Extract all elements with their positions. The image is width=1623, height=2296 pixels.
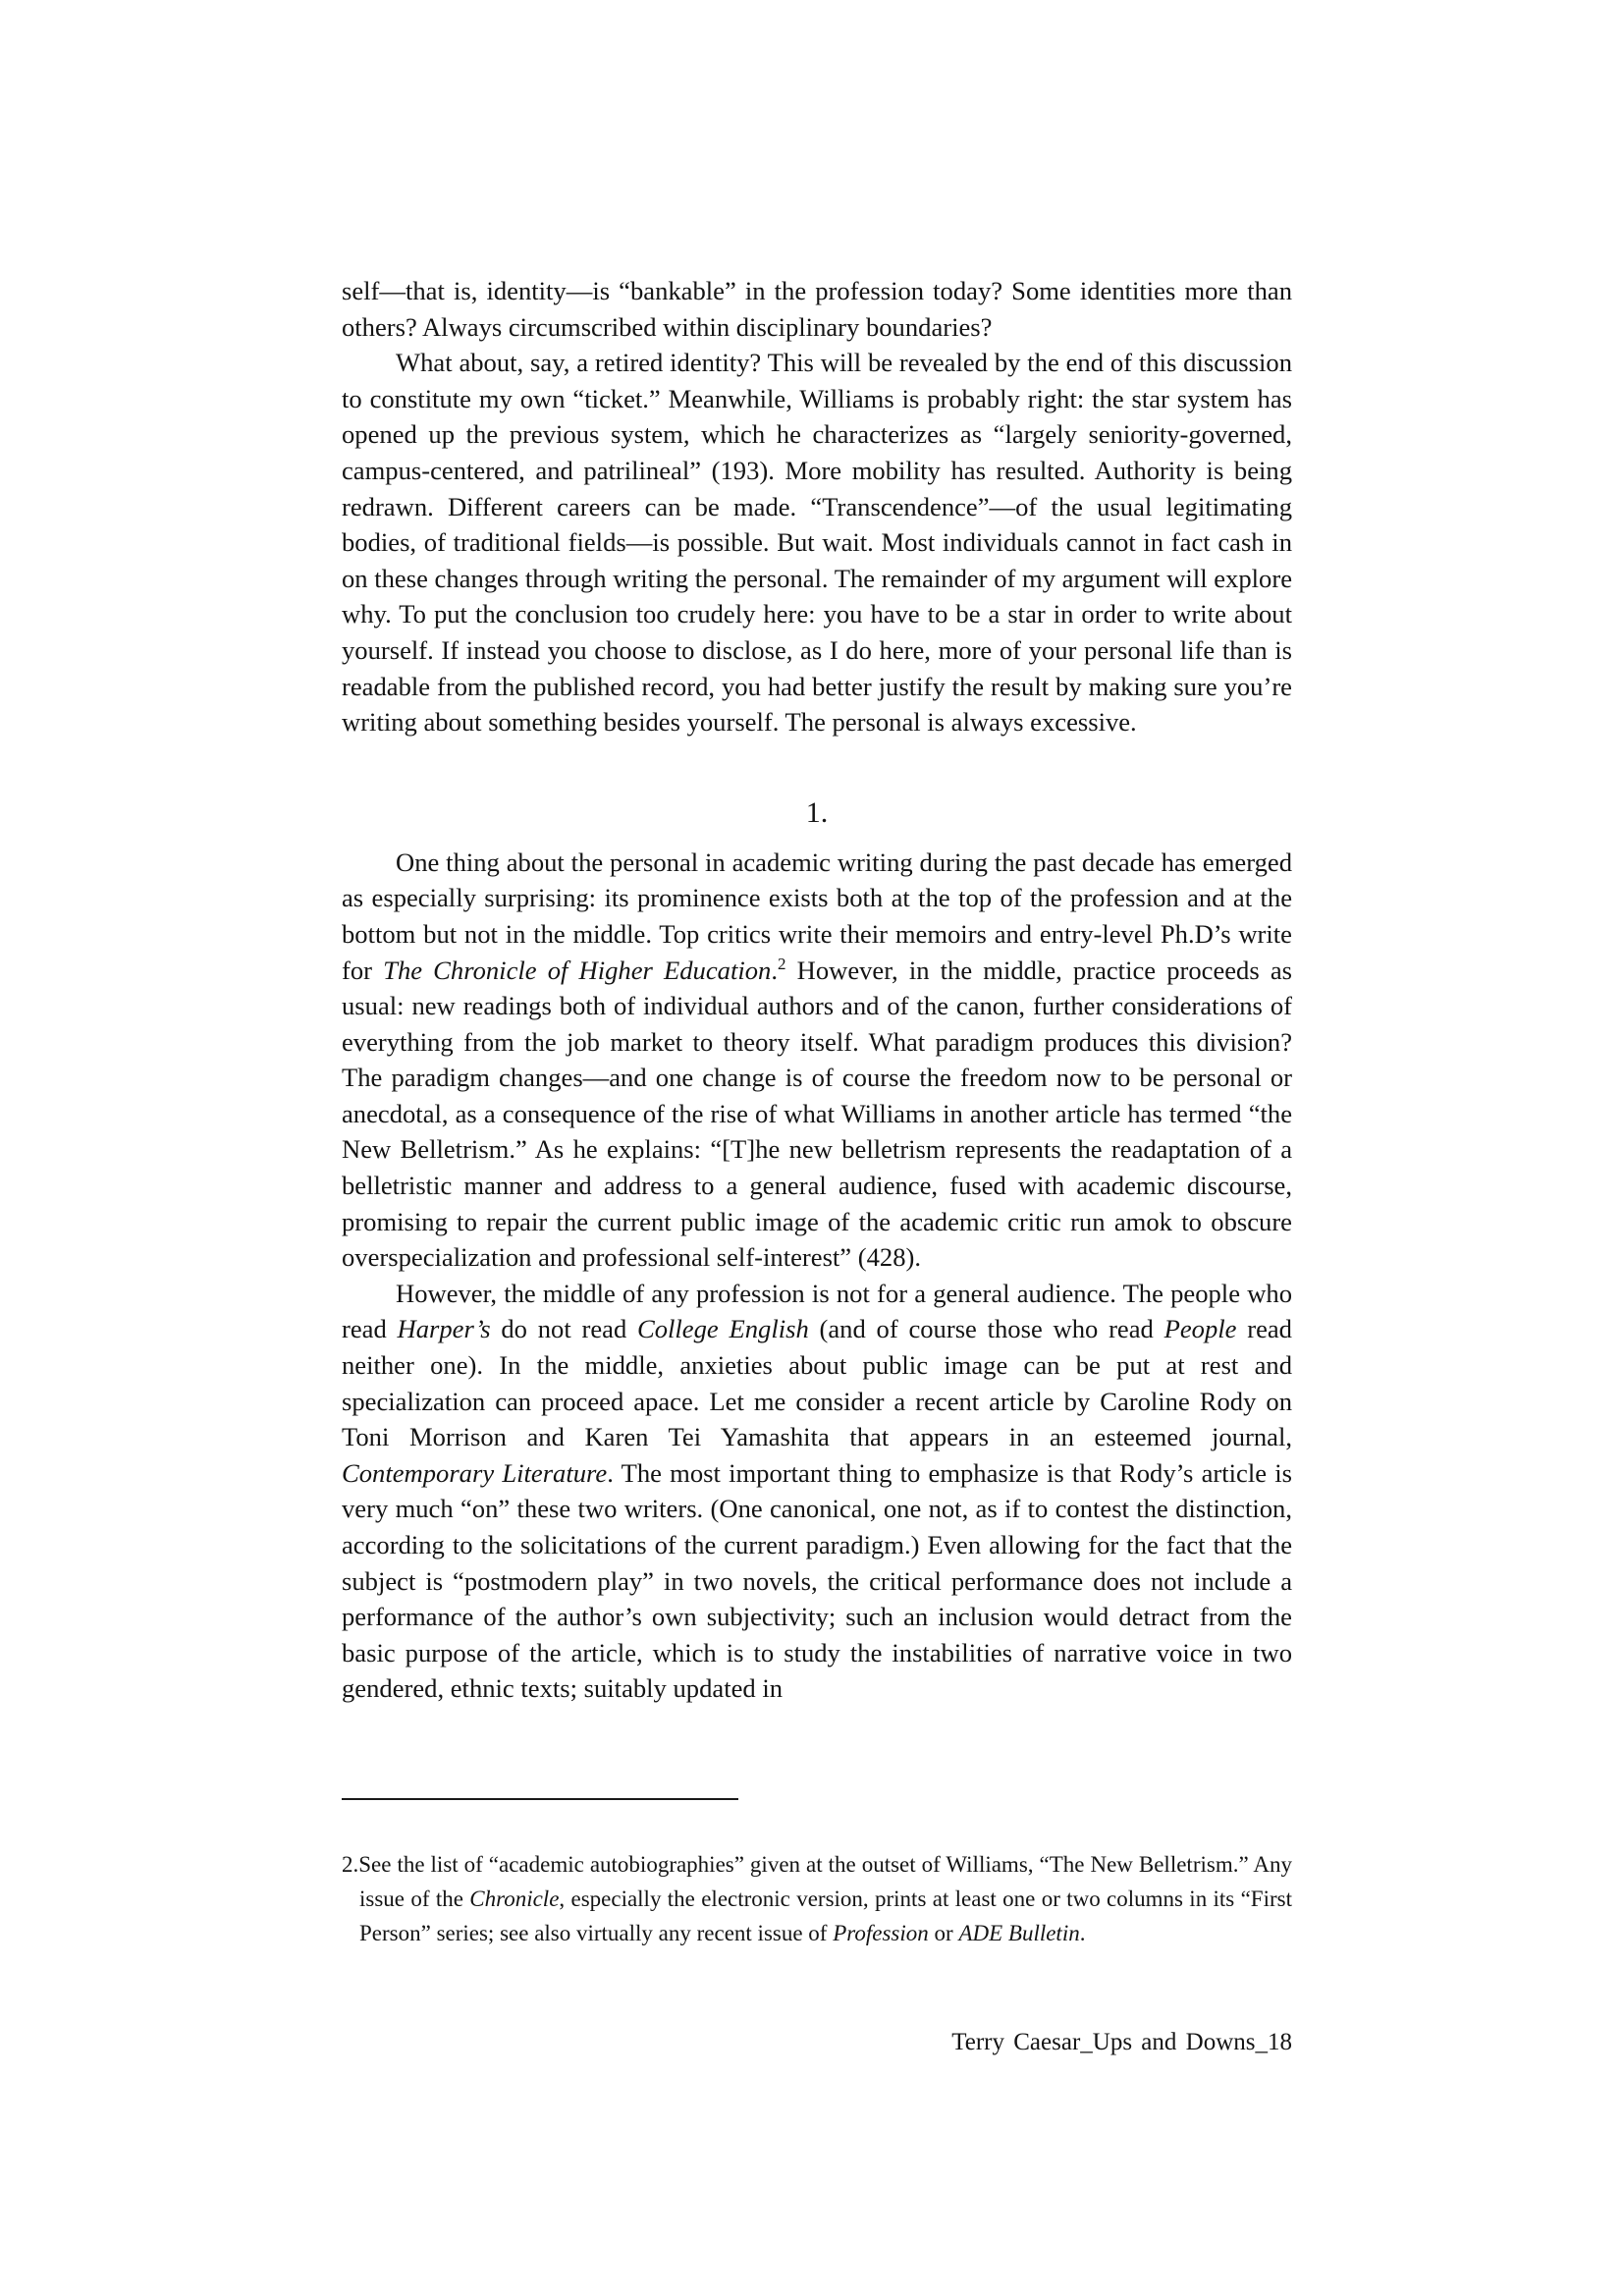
text-run: One thing about the personal in academic writing during the past decade has emerged as especially surprising: its prominence exists both at the top of the profession and at the bottom but not in the middle. Top critics write their memoirs and entry-level Ph.D’s write for: [342, 847, 1292, 985]
italic-title: Profession: [833, 1921, 929, 1945]
italic-title: ADE Bulletin: [958, 1921, 1080, 1945]
italic-title: People: [1163, 1314, 1237, 1344]
section-paragraph: [342, 845, 1292, 1276]
italic-title: Chronicle: [469, 1886, 560, 1911]
text-run: 2.See the list of “academic autobiographies” given at the outset of Williams, “The New Belletrism.” Any issue of the: [342, 1852, 1292, 1911]
text-run: read neither one). In the middle, anxieties about public image can be put at rest and specialization can proceed apace. Let me consider a recent article by Caroline Rody on Toni Morrison and Karen Tei Yamashita that appears in an esteemed journal,: [342, 1314, 1292, 1452]
intro-paragraphs: [342, 273, 1292, 740]
italic-title: Harper’s: [397, 1314, 491, 1344]
text-run: .: [1079, 1921, 1086, 1945]
italic-title: College English: [637, 1314, 809, 1344]
section-paragraph: [342, 1276, 1292, 1707]
text-run: self—that is, identity—is “bankable” in the profession today? Some identities more than others? Always circumscribed within disciplinary boundaries?: [342, 276, 1292, 342]
text-run: . The most important thing to emphasize is that Rody’s article is very much “on” these two writers. (One canonical, one not, as if to contest the distinction, according to the solicitations of the current paradigm.) Even allowing for the fact that the subject is “postmodern play” in two novels, the critical performance does not include a performance of the author’s own subjectivity; such an inclusion would detract from the basic purpose of the article, which is to study the instabilities of narrative voice in two gendered, ethnic texts; suitably updated in: [342, 1457, 1292, 1704]
text-run: (and of course those who read: [808, 1314, 1164, 1344]
text-run: However, the middle of any profession is not for a general audience. The people who read: [342, 1278, 1292, 1344]
body-paragraph: [342, 345, 1292, 740]
italic-title: The Chronicle of Higher Education: [383, 955, 772, 985]
footnote-divider: [342, 1798, 738, 1800]
body-paragraph: [342, 273, 1292, 345]
footnote-2: [342, 1847, 1292, 1950]
text-run: What about, say, a retired identity? This will be revealed by the end of this discussion to constitute my own “ticket.” Meanwhile, Williams is probably right: the star system has opened up the previous system, which he characterizes as “largely seniority-governed, campus-centered, and patrilineal” (193). More mobility has resulted. Authority is being redrawn. Different careers can be made. “Transcendence”—of the usual legitimating bodies, of traditional fields—is possible. But wait. Most individuals cannot in fact cash in on these changes through writing the personal. The remainder of my argument will explore why. To put the conclusion too crudely here: you have to be a star in order to write about yourself. If instead you choose to disclose, as I do here, more of your personal life than is readable from the published record, you had better justify the result by making sure you’re writing about something besides yourself. The personal is always excessive.: [342, 348, 1292, 738]
italic-title: Contemporary Literature: [342, 1457, 608, 1488]
text-run: or: [928, 1921, 959, 1945]
section-heading: 1.: [805, 795, 829, 829]
text-run: .: [771, 955, 778, 985]
text-run: , especially the electronic version, prints at least one or two columns in its “First Person” series; see also virtually any recent issue of: [359, 1886, 1292, 1945]
section-paragraphs: [342, 845, 1292, 1707]
footnote-marker: 2: [777, 954, 786, 973]
text-run: However, in the middle, practice proceeds as usual: new readings both of individual authors and of the canon, further considerations of everything from the job market to theory itself. What paradigm produces this division? The paradigm changes—and one change is of course the freedom now to be personal or anecdotal, as a consequence of the rise of what Williams in another article has termed “the New Belletrism.” As he explains: “[T]he new belletrism represents the readaptation of a belletristic manner and address to a general audience, fused with academic discourse, promising to repair the current public image of the academic critic run amok to obscure overspecialization and professional self-interest” (428).: [342, 955, 1292, 1273]
page-body: [342, 273, 1292, 1707]
running-footer: Terry Caesar_Ups and Downs_18: [951, 2029, 1292, 2055]
text-run: do not read: [490, 1314, 637, 1344]
